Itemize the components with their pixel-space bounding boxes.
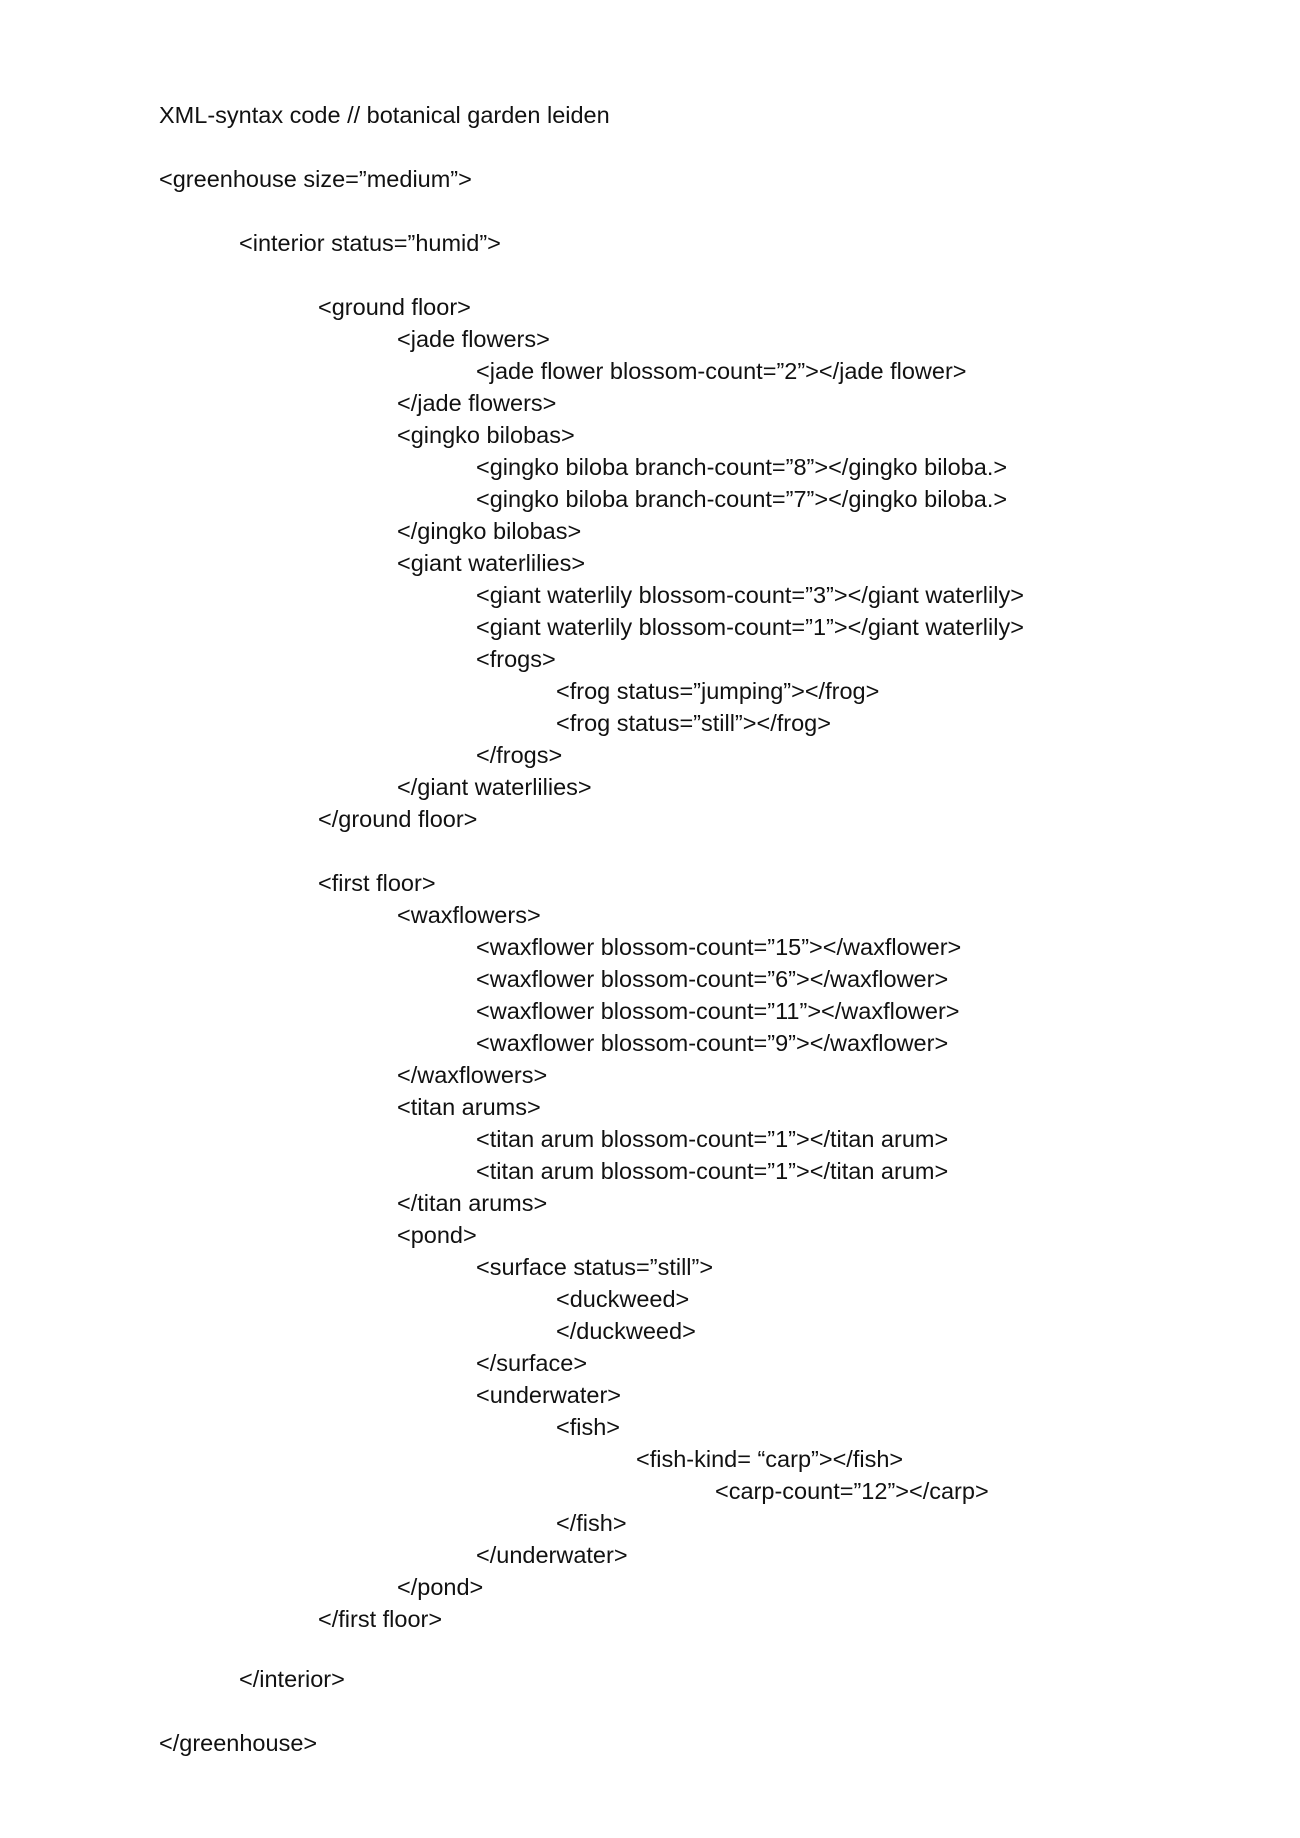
code-line: <jade flowers> xyxy=(397,326,550,352)
code-line: </duckweed> xyxy=(556,1318,696,1344)
code-line: </giant waterlilies> xyxy=(397,774,592,800)
code-line: <titan arum blossom-count=”1”></titan arum> xyxy=(476,1126,949,1152)
code-line: </surface> xyxy=(476,1350,588,1376)
code-line: <waxflower blossom-count=”9”></waxflower> xyxy=(476,1030,949,1056)
code-line: <frogs> xyxy=(476,646,556,672)
code-line: <giant waterlilies> xyxy=(397,550,586,576)
code-line: </underwater> xyxy=(476,1542,628,1568)
code-line: <giant waterlily blossom-count=”3”></giant waterlily> xyxy=(476,582,1024,608)
code-line: <frog status=”jumping”></frog> xyxy=(556,678,880,704)
code-line: <surface status=”still”> xyxy=(476,1254,714,1280)
document-heading: XML-syntax code // botanical garden leiden xyxy=(159,102,610,128)
code-line: <greenhouse size=”medium”> xyxy=(159,166,472,192)
code-line: <fish> xyxy=(556,1414,621,1440)
code-line: <waxflower blossom-count=”11”></waxflower> xyxy=(476,998,960,1024)
code-line: <underwater> xyxy=(476,1382,622,1408)
code-line: <frog status=”still”></frog> xyxy=(556,710,831,736)
code-line: <carp-count=”12”></carp> xyxy=(715,1478,989,1504)
code-line: <waxflower blossom-count=”15”></waxflower> xyxy=(476,934,962,960)
code-line: <fish-kind= “carp”></fish> xyxy=(636,1446,904,1472)
code-line: </fish> xyxy=(556,1510,627,1536)
code-line: </titan arums> xyxy=(397,1190,548,1216)
code-line: </frogs> xyxy=(476,742,563,768)
code-line: <giant waterlily blossom-count=”1”></giant waterlily> xyxy=(476,614,1024,640)
code-line: <gingko biloba branch-count=”7”></gingko biloba.> xyxy=(476,486,1008,512)
code-line: </first floor> xyxy=(318,1606,443,1632)
code-line: <waxflower blossom-count=”6”></waxflower> xyxy=(476,966,949,992)
code-line: </ground floor> xyxy=(318,806,478,832)
code-line: </greenhouse> xyxy=(159,1730,318,1756)
code-line: <waxflowers> xyxy=(397,902,541,928)
code-line: </gingko bilobas> xyxy=(397,518,582,544)
code-line: <titan arum blossom-count=”1”></titan arum> xyxy=(476,1158,949,1184)
code-line: <gingko biloba branch-count=”8”></gingko biloba.> xyxy=(476,454,1008,480)
code-line: <gingko bilobas> xyxy=(397,422,575,448)
code-line: <first floor> xyxy=(318,870,436,896)
code-line: </pond> xyxy=(397,1574,484,1600)
code-line: </interior> xyxy=(239,1666,345,1692)
code-line: </waxflowers> xyxy=(397,1062,548,1088)
code-line: </jade flowers> xyxy=(397,390,557,416)
code-line: <duckweed> xyxy=(556,1286,690,1312)
code-line: <ground floor> xyxy=(318,294,471,320)
code-line: <titan arums> xyxy=(397,1094,541,1120)
code-line: <pond> xyxy=(397,1222,477,1248)
code-line: <jade flower blossom-count=”2”></jade flower> xyxy=(476,358,967,384)
code-line: <interior status=”humid”> xyxy=(239,230,501,256)
